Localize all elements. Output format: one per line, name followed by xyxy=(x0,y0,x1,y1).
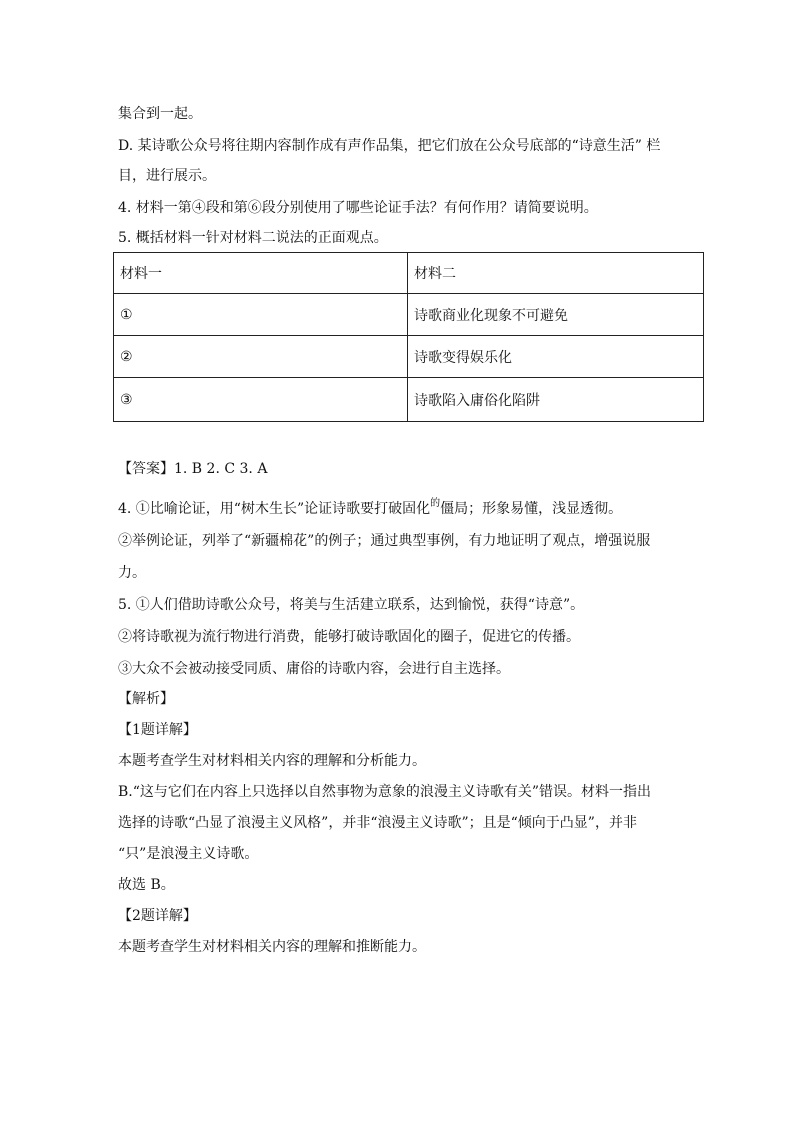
answer-4-line-1 xyxy=(118,499,622,519)
answer-text: 僵局；形象易懂，浅显透彻。 xyxy=(440,501,623,517)
answer-5-line-3: ③大众不会被动接受同质、庸俗的诗歌内容，会进行自主选择。 xyxy=(118,661,510,677)
answer-label: 【答案】1. B 2. C 3. A xyxy=(118,461,268,477)
text-line: 目，进行展示。 xyxy=(118,168,216,184)
answer-4-line-2: ②举例论证，列举了“新疆棉花”的例子；通过典型事例，有力地证明了观点，增强说服 xyxy=(118,533,651,549)
analysis-label: 【解析】 xyxy=(118,691,174,707)
table-cell: 诗歌变得娱乐化 xyxy=(408,336,704,378)
detail-1-body: B.“这与它们在内容上只选择以自然事物为意象的浪漫主义诗歌有关”错误。材料一指出 xyxy=(118,784,652,800)
detail-2-intro: 本题考查学生对材料相关内容的理解和推断能力。 xyxy=(118,939,426,955)
answer-superscript: 的 xyxy=(430,498,441,509)
detail-1-body: “只”是浪漫主义诗歌。 xyxy=(118,846,259,862)
comparison-table xyxy=(113,252,704,422)
table-cell: ② xyxy=(114,336,408,378)
table-row xyxy=(114,336,704,378)
table-header-row xyxy=(114,253,704,294)
table-cell: ① xyxy=(114,294,408,336)
answer-4-line-3: 力。 xyxy=(118,565,146,581)
detail-2-title: 【2题详解】 xyxy=(118,908,197,924)
table-header-cell: 材料二 xyxy=(408,253,704,294)
table-cell: 诗歌商业化现象不可避免 xyxy=(408,294,704,336)
option-d-line: D. 某诗歌公众号将往期内容制作成有声作品集，把它们放在公众号底部的“诗意生活” 栏 xyxy=(118,138,661,154)
table-cell: ③ xyxy=(114,378,408,422)
answer-5-line-2: ②将诗歌视为流行物进行消费，能够打破诗歌固化的圈子，促进它的传播。 xyxy=(118,629,580,645)
table-row xyxy=(114,294,704,336)
table-header-cell: 材料一 xyxy=(114,253,408,294)
detail-1-intro: 本题考查学生对材料相关内容的理解和分析能力。 xyxy=(118,753,426,769)
question-5: 5. 概括材料一针对材料二说法的正面观点。 xyxy=(118,230,388,246)
detail-1-choice: 故选 B。 xyxy=(118,877,175,893)
answer-5-line-1: 5. ①人们借助诗歌公众号，将美与生活建立联系，达到愉悦，获得“诗意”。 xyxy=(118,597,585,613)
answer-text: 4. ①比喻论证，用“树木生长”论证诗歌要打破固化 xyxy=(118,501,431,517)
detail-1-title: 【1题详解】 xyxy=(118,722,197,738)
detail-1-body: 选择的诗歌“凸显了浪漫主义风格”，并非“浪漫主义诗歌”；且是“倾向于凸显”，并非 xyxy=(118,815,637,831)
text-line: 集合到一起。 xyxy=(118,106,202,122)
table-row xyxy=(114,378,704,422)
table-cell: 诗歌陷入庸俗化陷阱 xyxy=(408,378,704,422)
question-4: 4. 材料一第④段和第⑥段分别使用了哪些论证手法？有何作用？请简要说明。 xyxy=(118,200,598,216)
